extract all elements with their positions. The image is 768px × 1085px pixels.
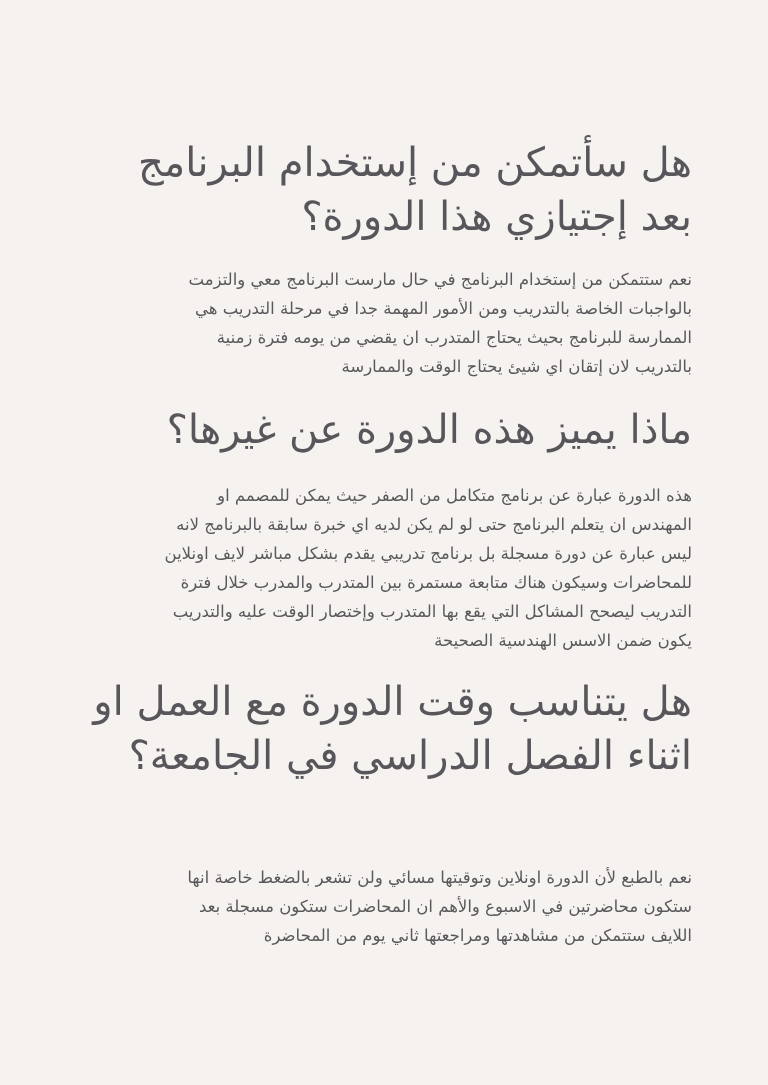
faq-item-1-question-block bbox=[82, 136, 692, 244]
faq-item-3-question-block bbox=[92, 675, 692, 783]
faq-answer-3: نعم بالطبع لأن الدورة اونلاين وتوقيتها مسائي ولن تشعر بالضغط خاصة انها ستكون محاضرتين في الاسبوع والأهم ان المحاضرات ستكون مسجلة بعد اللايف ستتمكن من مشاهدتها ومراجعتها ثاني يوم من المحاضرة bbox=[187, 868, 692, 945]
faq-question-1: هل سأتمكن من إستخدام البرنامج بعد إجتيازي هذا الدورة؟ bbox=[137, 140, 692, 240]
faq-answer-2: هذه الدورة عبارة عن برنامج متكامل من الصفر حيث يمكن للمصمم او المهندس ان يتعلم البرنامج حتى لو لم يكن لديه اي خبرة سابقة بالبرنامج لانه ليس عبارة عن دورة مسجلة بل برنامج تدريبي يقدم بشكل مباشر لايف اونلاين للمحاضرات وسيكون هناك متابعة مستمرة بين المتدرب والمدرب خلال فترة التدريب ليصحح المشاكل التي يقع بها المتدرب وإختصار الوقت عليه والتدريب يكون ضمن الاسس الهندسية الصحيحة bbox=[164, 486, 692, 650]
faq-question-2: ماذا يميز هذه الدورة عن غيرها؟ bbox=[166, 407, 692, 453]
faq-question-3: هل يتناسب وقت الدورة مع العمل او اثناء الفصل الدراسي في الجامعة؟ bbox=[93, 679, 692, 779]
faq-item-3-answer-block bbox=[92, 863, 692, 950]
faq-answer-1: نعم ستتمكن من إستخدام البرنامج في حال مارست البرنامج معي والتزمت بالواجبات الخاصة بالتدريب ومن الأمور المهمة جدا في مرحلة التدريب هي الممارسة للبرنامج بحيث يحتاج المتدرب ان يقضي من يومه فترة زمنية بالتدريب لان إتقان اي شيئ يحتاج الوقت والممارسة bbox=[188, 270, 692, 376]
faq-item-2-question-block bbox=[82, 403, 692, 457]
faq-item-2-answer-block bbox=[72, 481, 692, 655]
faq-item-1-answer-block bbox=[92, 265, 692, 381]
